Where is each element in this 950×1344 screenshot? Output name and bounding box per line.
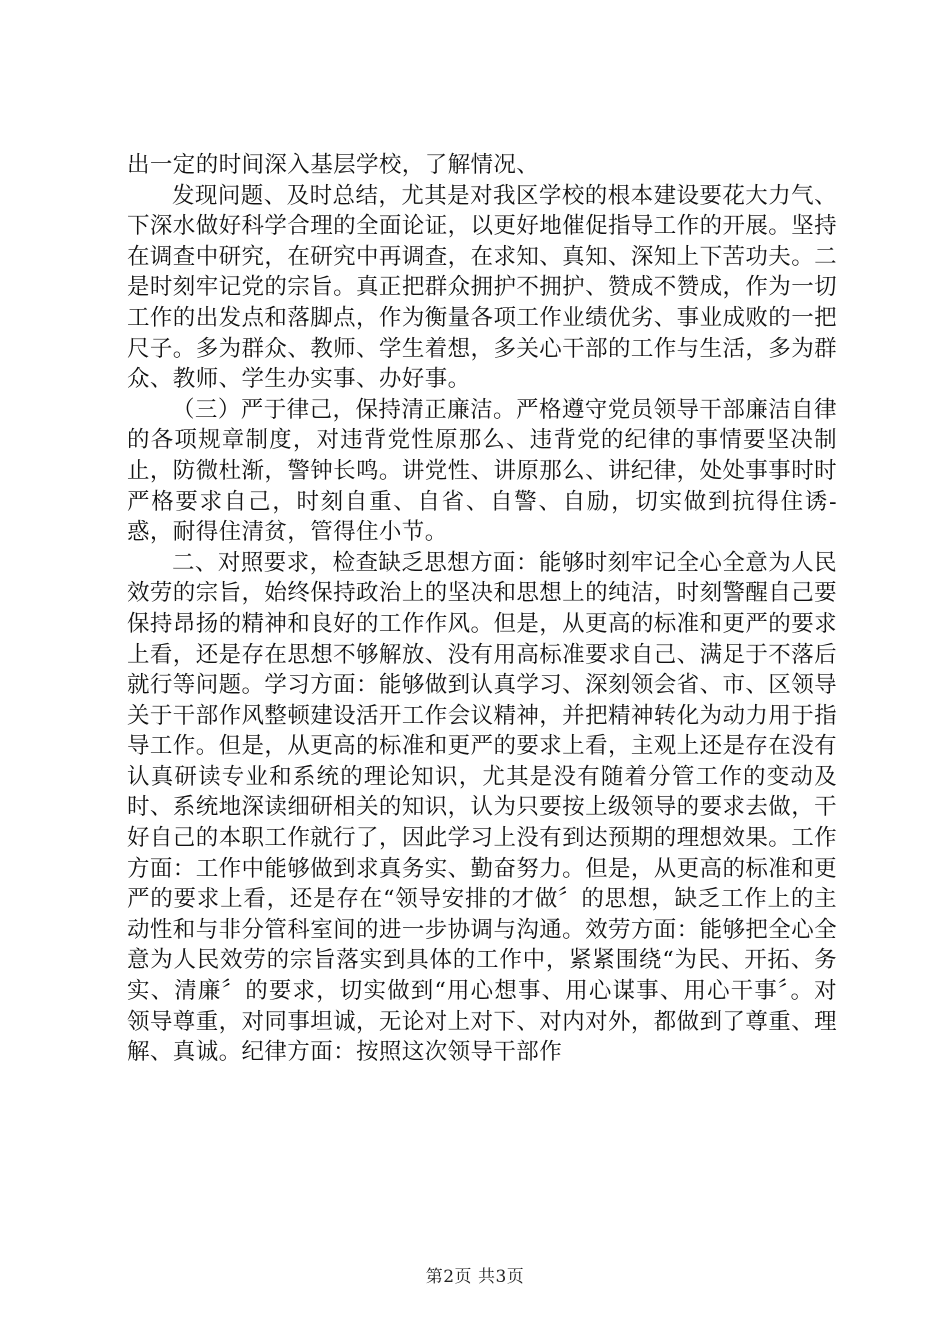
paragraph-continuation: 出一定的时间深入基层学校，了解情况、 bbox=[127, 152, 540, 178]
paragraph-problems-discovery: 发现问题、及时总结，尤其是对我区学校的根本建设要花大力气、下深水做好科学合理的全面论证，以更好地催促指导工作的开展。坚持在调查中研究，在研究中再调查，在求知、真知、深知上下苦功夫。二是时刻牢记党的宗旨。真正把群众拥护不拥护、赞成不赞成，作为一切工作的出发点和落脚点，作为衡量各项工作业绩优劣、事业成败的一把尺子。多为群众、教师、学生着想，多关心干部的工作与生活，多为群众、教师、学生办实事、办好事。 bbox=[127, 182, 837, 393]
page-number-footer: 第2页 共3页 bbox=[425, 1267, 525, 1287]
document-body bbox=[127, 150, 837, 1068]
paragraph-shortcomings-check: 二、对照要求，检查缺乏思想方面：能够时刻牢记全心全意为人民效劳的宗旨，始终保持政治上的坚决和思想上的纯洁，时刻警醒自己要保持昂扬的精神和良好的工作作风。但是，从更高的标准和更严的要求上看，还是存在思想不够解放、没有用高标准要求自己、满足于不落后就行等问题。学习方面：能够做到认真学习、深刻领会省、市、区领导关于干部作风整顿建设活开工作会议精神，并把精神转化为动力用于指导工作。但是，从更高的标准和更严的要求上看，主观上还是存在没有认真研读专业和系统的理论知识，尤其是没有随着分管工作的变动及时、系统地深读细研相关的知识，认为只要按上级领导的要求去做，干好自己的本职工作就行了，因此学习上没有到达预期的理想效果。工作方面：工作中能够做到求真务实、勤奋努力。但是，从更高的标准和更严的要求上看，还是存在“领导安排的才做〞的思想，缺乏工作上的主动性和与非分管科室间的进一步协调与沟通。效劳方面：能够把全心全意为人民效劳的宗旨落实到具体的工作中，紧紧围绕“为民、开拓、务实、清廉〞的要求，切实做到“用心想事、用心谋事、用心干事〞。对领导尊重，对同事坦诚，无论对上对下、对内对外，都做到了尊重、理解、真诚。纪律方面：按照这次领导干部作 bbox=[127, 549, 837, 1066]
paragraph-self-discipline: （三）严于律己，保持清正廉洁。严格遵守党员领导干部廉洁自律的各项规章制度，对违背党性原那么、违背党的纪律的事情要坚决制止，防微杜渐，警钟长鸣。讲党性、讲原那么、讲纪律，处处事事时时严格要求自己，时刻自重、自省、自警、自励，切实做到抗得住诱-惑，耐得住清贫，管得住小节。 bbox=[127, 396, 837, 546]
